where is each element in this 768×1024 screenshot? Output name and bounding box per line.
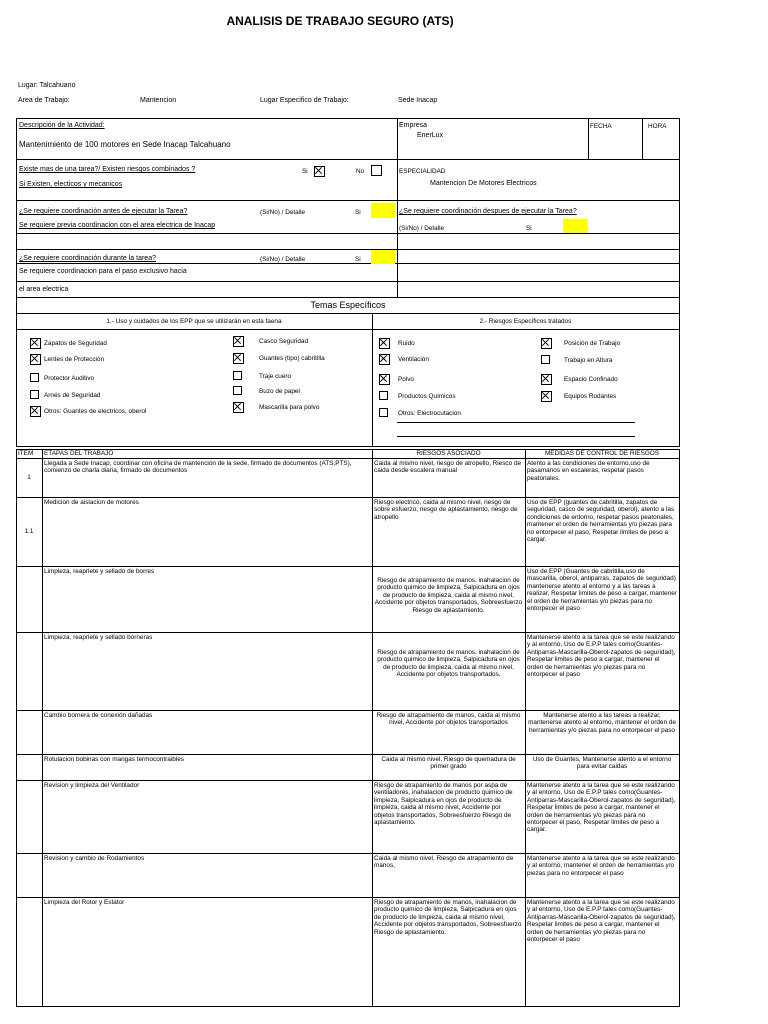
riesgo-left-checkbox-4[interactable] [379, 408, 388, 417]
table-cell-medida: Mantenerse atento a la tarea que se este realizando y al entorno, mantener el orden de herramientas y/o piezas para no entorpecer el paso [527, 855, 675, 877]
table-cell-medida: Mantenerse atento a la tarea que se este realizando y al entorno, Uso de E.P.P tales como(Guantes-Antiparras-Mascarilla-Oberol-zapatos de seguridad), Respetar limites de peso a cargar, mantener el orden de herramientas y/o piezas para no entorpecer el paso [527, 634, 676, 679]
especialidad-label: ESPECIALIDAD [399, 168, 446, 175]
riesgo-left-checkbox-2[interactable] [379, 374, 390, 385]
empresa-label: Empresa [399, 122, 428, 129]
descripcion-label: Descripción de la Actividad: [19, 122, 105, 129]
table-cell-etapa: Rotulacion bobinas con mangas termocontraibles [44, 756, 184, 763]
multi-tarea-question: Existe mas de una tarea?/ Existen riesgos combinados ? [19, 166, 196, 173]
coord-before-highlight [371, 203, 395, 218]
epp-left-checkbox-3[interactable] [30, 390, 39, 399]
multi-no-label: No [356, 168, 365, 175]
coord-after-si: Si [526, 225, 532, 232]
coord-during-highlight [371, 250, 395, 264]
page-title: ANALISIS DE TRABAJO SEGURO (ATS) [226, 14, 454, 28]
table-cell-medida: Uso de EPP (Guantes de cabritilla,uso de mascarilla, oberol, antiparras, zapatos de seguridad) mantenerse atento al entorno y a las tareas a realizar, Respetar limites de peso a cargar, mantener el orden de herramientas y/o piezas para no entorpecer el paso [527, 568, 677, 613]
table-cell-etapa: Cambio bornera de conexión dañadas [44, 712, 153, 719]
table-header-1: ETAPAS DEL TRABAJO [44, 450, 114, 457]
coord-during-answer-2: el area electrica [19, 286, 69, 293]
riesgo-left-checkbox-1[interactable] [379, 354, 390, 365]
table-cell-riesgo: Riesgo de atrapamiento de manos por aspa de ventiladores, inahalacion de producto quimico de limpieza, Salpicadura en ojos de producto de limpieza, caida al mismo nivel, Accidente por objetos transportados, Sobreesfuerzo Riesgo de aplastamiento. [374, 782, 513, 827]
table-cell-etapa: Limpieza del Rotor y Estator [44, 899, 125, 906]
epp-left-checkbox-4[interactable] [30, 406, 41, 417]
epp-right-checkbox-1[interactable] [233, 353, 244, 364]
riesgo-right-checkbox-2[interactable] [541, 374, 552, 385]
table-cell-item: 1 [27, 473, 31, 481]
epp-left-label-2: Protector Auditivo [44, 375, 95, 382]
table-cell-item [18, 871, 40, 880]
epp-left-checkbox-2[interactable] [30, 373, 39, 382]
table-cell-etapa: Llegada a Sede Inacap, coordinar con oficina de mantención de la sede, firmado de documentos (ATS,PTS), comienzo de charla diaria, firmado de documentos [44, 460, 352, 475]
table-cell-riesgo: Riesgo de atrapamiento de manos, inahalacion de producto quimico de limpieza, Salpicadura en ojos de producto de limpieza, caida al mismo nivel, Accidente por objetos transportados, [377, 649, 520, 679]
riesgo-right-label-2: Espacio Confinado [564, 376, 618, 383]
multi-si-label: Si [302, 168, 308, 175]
fecha-label: FECHA [590, 123, 612, 130]
table-cell-riesgo: Caida al mismo nivel, Riesgo de quemadura de primer grado [381, 756, 516, 771]
table-cell-medida: Mantenerse atento a las tareas a realizar, mantenerse atento al entorno, mantener el orden de herramientas y/o piezas para no entorpecer el paso [528, 712, 676, 734]
epp-left-label-4: Otros: Guantes de electricos, oberol [44, 408, 147, 415]
coord-before-detalle: (Si/No) / Detalle [260, 209, 306, 216]
lugar-especifico-value: Sede Inacap [398, 97, 438, 104]
table-cell-item [18, 667, 40, 676]
epp-right-label-4: Mascarilla para polvo [259, 404, 320, 411]
riesgos-title: 2.- Riesgos Específicos tratados [479, 318, 572, 325]
riesgo-left-label-3: Productos Químicos [398, 393, 456, 400]
riesgo-right-checkbox-1[interactable] [541, 355, 550, 364]
multi-no-checkbox[interactable] [371, 165, 382, 176]
coord-before-answer: Se requiere previa coordinacion con el area electrica de Inacap [19, 222, 216, 229]
epp-right-checkbox-4[interactable] [233, 402, 244, 413]
table-cell-item [18, 728, 40, 737]
coord-after-highlight [563, 219, 587, 233]
table-cell-medida: Uso de EPP (guantes de cabritilla, zapatos de seguridad, casco de seguridad, oberol), atento a las condiciones de entorno, respetar pasos peatonales, mantener el orden de herramientas y/o piezas para no entorpecer el paso, Respetar limites de peso a cargar. [527, 499, 675, 544]
riesgo-right-checkbox-0[interactable] [541, 338, 552, 349]
table-cell-item [18, 948, 40, 957]
coord-before-si: Si [355, 209, 361, 216]
coord-during-question: ¿Se requiere coordinación durante la tarea? [19, 255, 156, 262]
coord-during-si: Si [355, 256, 361, 263]
multi-si-checkbox[interactable] [314, 166, 325, 177]
riesgo-left-label-0: Ruido [398, 340, 415, 347]
table-cell-item: 1.1 [24, 527, 34, 535]
descripcion-value: Mantenimiento de 100 motores en Sede Inacap Talcahuano [19, 140, 231, 149]
table-header-0: ITEM [18, 450, 34, 457]
coord-during-detalle: (Si/No) / Detalle [260, 256, 306, 263]
coord-during-answer-1: Se requiere coordinacion para el paso exclusivo hacia [19, 268, 187, 275]
epp-right-label-2: Traje cuero [259, 373, 292, 380]
hora-label: HORA [648, 123, 667, 130]
area-label: Area de Trabajo: [18, 97, 70, 104]
epp-left-checkbox-0[interactable] [30, 338, 41, 349]
table-header-2: RIESGOS ASOCIADO [416, 450, 481, 457]
riesgo-left-checkbox-0[interactable] [379, 338, 390, 349]
epp-right-label-3: Buzo de papel [259, 388, 300, 395]
multi-tarea-answer: Si Existen, electicos y mecanicos [19, 181, 123, 188]
table-cell-item [18, 595, 40, 604]
table-cell-etapa: Medicion de aislacion de motores [44, 499, 139, 506]
coord-before-question: ¿Se requiere coordinación antes de ejecutar la Tarea? [19, 208, 188, 215]
table-cell-medida: Mantenerse atento a la tarea que se este realizando y al entorno, Uso de E.P.P tales como(Guantes-Antiparras-Mascarilla-Oberol-zapatos de seguridad), Respetar limites de peso a cargar, mantener el orden de herramientas y/o piezas para no entorpecer el paso, Respetar limites de peso a cargar. [527, 782, 676, 834]
riesgo-left-label-2: Polvo [398, 376, 414, 383]
table-cell-item [18, 813, 40, 822]
temas-title: Temas Específicos [310, 300, 386, 310]
epp-right-label-1: Guantes (tipo) cabritilla [259, 355, 325, 362]
epp-left-label-3: Arnés de Seguridad [44, 392, 101, 399]
coord-after-detalle: (Si/No) / Detalle [399, 225, 445, 232]
lugar-text: Lugar: Talcahuano [18, 82, 76, 89]
especialidad-value: Mantencion De Motores Electricos [430, 180, 537, 187]
epp-right-checkbox-2[interactable] [233, 371, 242, 380]
epp-left-label-1: Lentes de Protección [44, 356, 105, 363]
riesgo-right-label-1: Trabajo en Altura [564, 357, 613, 364]
table-cell-riesgo: Riesgo de atrapamiento de manos, inahalacion de producto quimico de limpieza, Salpicadura en ojos de producto de limpieza, caida al mismo nivel, Accidente por objetos transportados, Sobreesfuerzo Riesgo de aplastamiento. [374, 577, 523, 614]
table-cell-medida: Atento a las condiciones de entorno,uso de pasamanos en escaleras, respetar pasos peatonales. [527, 460, 650, 482]
epp-right-checkbox-0[interactable] [233, 336, 244, 347]
riesgo-right-label-3: Equipos Rodantes [564, 393, 617, 400]
table-cell-medida: Uso de Guantes, Mantenerse atento a el entorno para evitar caidas [532, 756, 672, 771]
table-cell-etapa: Limpieza, reapriete y sellado de borres [44, 568, 155, 575]
epp-title: 1.- Uso y cuidados de los EPP que se utilizarán en esta faena [106, 318, 282, 325]
epp-right-checkbox-3[interactable] [233, 386, 242, 395]
table-cell-riesgo: Riesgo de atrapamiento de manos, inahalacion de producto quimico de limpieza, Salpicadura en ojos de producto de limpieza, caida al mismo nivel, Accidente por objetos transportados, Sobreesfuerzo Riesgo de aplastamiento. [374, 899, 522, 936]
riesgo-left-label-4: Otros: Electrocutacion [398, 410, 461, 417]
table-header-3: MEDIDAS DE CONTROL DE RIESGOS [544, 450, 660, 457]
riesgo-right-label-0: Posición de Trabajo [564, 340, 621, 347]
area-value: Mantencion [140, 97, 177, 104]
coord-after-question: ¿Se requiere coordinación despues de ejecutar la Tarea? [399, 208, 577, 215]
riesgo-right-checkbox-3[interactable] [541, 391, 552, 402]
table-cell-medida: Mantenerse atento a la tarea que se este realizando y al entorno, Uso de E.P.P tales como(Guantes-Antiparras-Mascarilla-Oberol-zapatos de seguridad), Respetar limites de peso a cargar, mantener el orden de herramientas y/o piezas para no entorpecer el paso [527, 899, 676, 944]
table-cell-riesgo: Caida al mismo nivel, riesgo de atropello, Riesco de caida desde escalera manual [374, 460, 522, 475]
epp-left-label-0: Zapatos de Seguridad [44, 340, 107, 347]
lugar-especifico-label: Lugar Especifico de Trabajo: [260, 97, 349, 104]
table-cell-etapa: Revision y limpieza del Ventilador [44, 782, 140, 789]
table-cell-riesgo: Riesgo electrico, caida al mismo nivel, riesgo de sobre esfuerzo, riesgo de aplastamiento, riesgo de atropello [374, 499, 518, 521]
riesgo-left-checkbox-3[interactable] [379, 391, 388, 400]
riesgo-left-label-1: Ventilación [398, 356, 429, 363]
table-cell-item [18, 763, 40, 772]
table-cell-riesgo: Riesgo de atrapamiento de manos, caida al mismo nivel, Accidente por objetos transportados [376, 712, 521, 727]
empresa-value: EnerLux [417, 132, 444, 139]
epp-left-checkbox-1[interactable] [30, 354, 41, 365]
epp-right-label-0: Casco Seguridad [259, 338, 309, 345]
table-cell-riesgo: Caida al mismo nivel, Riesgo de atrapamiento de manos, [374, 855, 514, 870]
table-cell-etapa: Limpieza, reapriete y sellado borneras [44, 634, 153, 641]
table-cell-etapa: Revision y cambio de Rodamientos [44, 855, 145, 862]
